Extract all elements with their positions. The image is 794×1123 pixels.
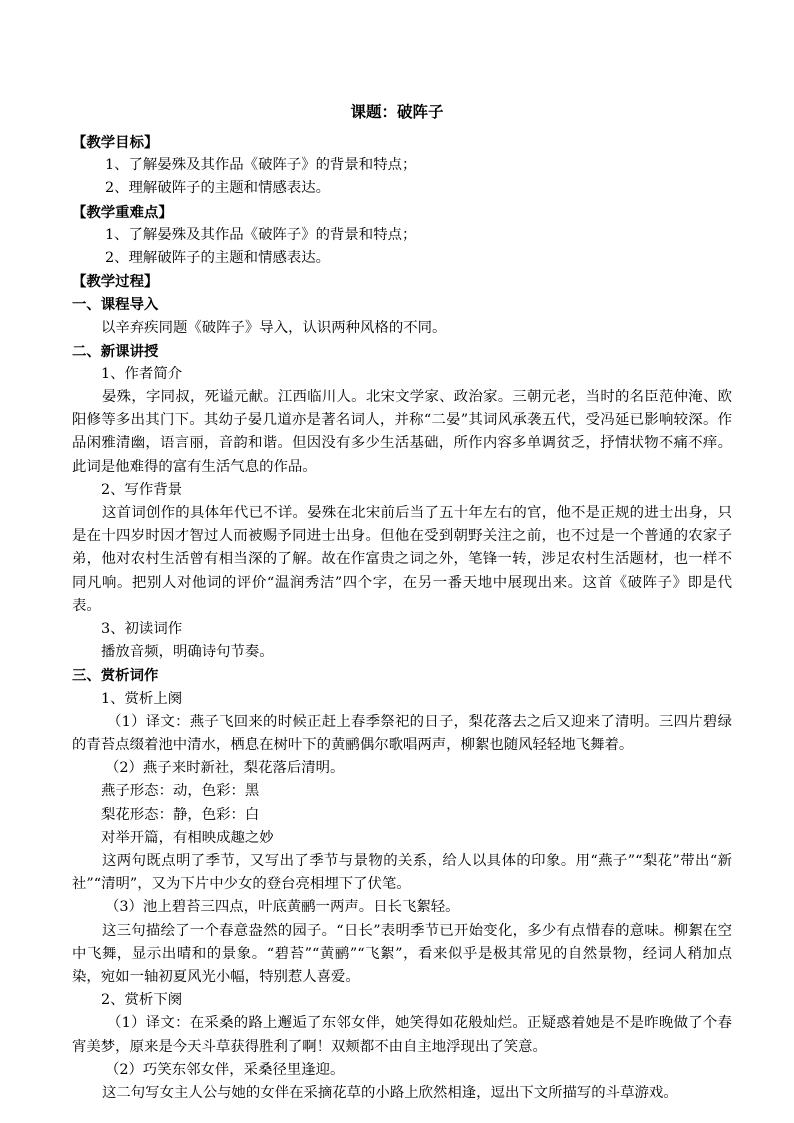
section-heading-process: 【教学过程】 [72, 273, 159, 291]
paragraph: 播放音频，明确诗句节奏。 [101, 644, 274, 661]
item-heading: 1、作者简介 [101, 365, 183, 382]
paragraph: 梨花形态：静，色彩：白 [101, 806, 260, 823]
list-item: 1、了解晏殊及其作品《破阵子》的背景和特点； [105, 226, 417, 243]
paragraph: 对举开篇，有相映成趣之妙 [101, 829, 274, 846]
paragraph: （1）译文：在采桑的路上邂逅了东邻女伴，她笑得如花般灿烂。正疑惑着她是不是昨晚做了个春宵美梦，原来是今天斗草获得胜利了啊！双颊都不由自主地浮现出了笑意。 [72, 1015, 732, 1055]
list-item: 1、了解晏殊及其作品《破阵子》的背景和特点； [105, 157, 417, 174]
item-heading: 2、写作背景 [101, 481, 183, 498]
subsection-heading-intro: 一、课程导入 [72, 296, 159, 314]
document-title: 课题：破阵子 [350, 102, 444, 121]
item-heading: 3、初读词作 [101, 621, 183, 638]
subsection-heading-appreciation: 三、赏析词作 [72, 667, 159, 685]
paragraph: 这首词创作的具体年代已不详。晏殊在北宋前后当了五十年左右的官，他不是正规的进士出身，只是在十四岁时因才智过人而被赐予同进士出身。但他在受到朝野关注之前，也不过是一个普通的农家子弟，他对农村生活曾有相当深的了解。故在作富贵之词之外，笔锋一转，涉足农村生活题材，也一样不同凡响。把别人对他词的评价“温润秀洁”四个字，在另一番天地中展现出来。这首《破阵子》即是代表。 [72, 505, 732, 614]
paragraph: 这两句既点明了季节，又写出了季节与景物的关系，给人以具体的印象。用“燕子”“梨花”带出“新社”“清明”，又为下片中少女的登台亮相埋下了伏笔。 [72, 852, 732, 893]
paragraph: （1）译文：燕子飞回来的时候正赶上春季祭祀的日子，梨花落去之后又迎来了清明。三四片碧绿的青苔点缀着池中清水，栖息在树叶下的黄鹂偶尔歌唱两声，柳絮也随风轻轻地飞舞着。 [72, 713, 732, 754]
paragraph: （2）燕子来时新社，梨花落后清明。 [105, 760, 345, 777]
paragraph: （3）池上碧苔三四点，叶底黄鹂一两声。日长飞絮轻。 [105, 899, 460, 916]
paragraph: 这三句描绘了一个春意盎然的园子。“日长”表明季节已开始变化，多少有点惜春的意味。柳絮在空中飞舞，显示出晴和的景象。“碧苔”“黄鹂”“飞絮”，看来似乎是极其常见的自然景物，经词人稍加点染，宛如一轴初夏风光小幅，特别惹人喜爱。 [72, 922, 732, 985]
section-heading-goals: 【教学目标】 [72, 134, 159, 151]
list-item: 2、理解破阵子的主题和情感表达。 [105, 180, 331, 197]
item-heading: 2、赏析下阕 [101, 992, 183, 1009]
paragraph: （2）巧笑东邻女伴，采桑径里逢迎。 [105, 1061, 345, 1078]
section-heading-keypoints: 【教学重难点】 [72, 203, 173, 221]
paragraph: 这二句写女主人公与她的女伴在采摘花草的小路上欣然相逢，逗出下文所描写的斗草游戏。 [102, 1084, 678, 1101]
paragraph: 晏殊，字同叔，死谥元献。江西临川人。北宋文学家、政治家。三朝元老，当时的名臣范仲淹、欧阳修等多出其门下。其幼子晏几道亦是著名词人，并称“二晏”其词风承袭五代，受冯延已影响较深。作品闲雅清幽，语言丽，音韵和谐。但因没有多少生活基础，所作内容多单调贫乏，抒情状物不痛不痒。此词是他难得的富有生活气息的作品。 [72, 389, 732, 475]
subsection-heading-lecture: 二、新课讲授 [72, 342, 159, 360]
item-heading: 1、赏析上阕 [101, 690, 183, 707]
paragraph: 以辛弃疾同题《破阵子》导入，认识两种风格的不同。 [101, 319, 447, 336]
list-item: 2、理解破阵子的主题和情感表达。 [105, 249, 331, 266]
document-body [72, 131, 732, 1105]
paragraph: 燕子形态：动，色彩：黑 [101, 783, 260, 800]
